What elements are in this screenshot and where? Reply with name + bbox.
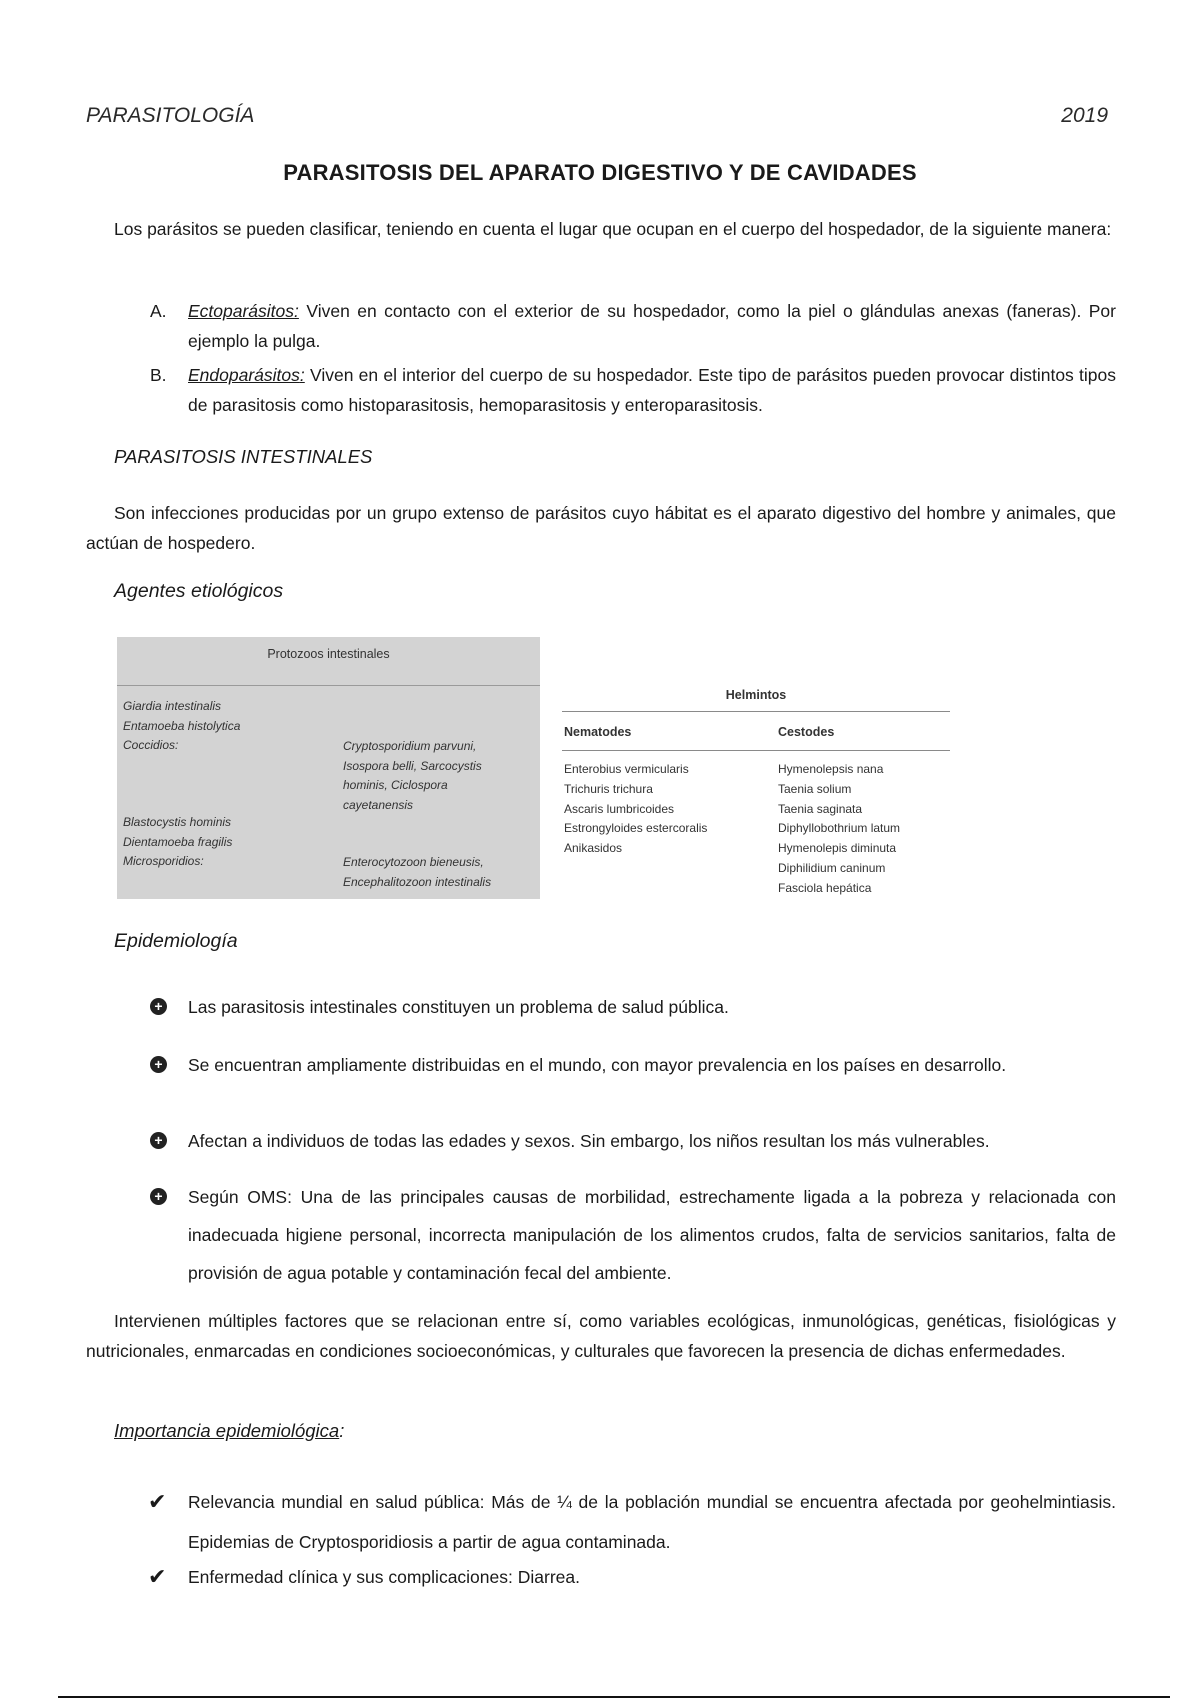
plus-circle-icon: + [150,1188,167,1205]
helminth-name: Taenia saginata [778,801,863,816]
intro-paragraph: Los parásitos se pueden clasificar, teniendo en cuenta el lugar que ocupan en el cuerpo del hospedador, de la siguiente manera: [114,219,1112,239]
protozoa-name: cayetanensis [343,797,414,812]
helminth-name: Fasciola hepática [778,880,872,895]
helminth-name: Hymenolepsis nana [778,762,884,776]
protozoa-left-bottom [123,813,232,872]
protozoa-name: Enterocytozoon bieneusis, [343,855,484,869]
protozoa-name: Coccidios: [123,738,179,752]
protozoa-name: Blastocystis hominis [123,815,232,829]
protozoa-name: hominis, Ciclospora [343,778,448,792]
list-marker: A. [150,301,167,321]
protozoa-right-top [343,737,533,815]
importance-heading-text: Importancia epidemiológica [114,1420,340,1441]
protozoa-right-bottom [343,853,533,892]
protozoa-name: Microsporidios: [123,854,204,868]
protozoa-name: Cryptosporidium parvuni, [343,739,477,753]
checkmark-icon: ✔ [148,1489,167,1514]
heading-colon: : [339,1420,345,1441]
section-heading-intestinales: PARASITOSIS INTESTINALES [114,446,373,467]
checkmark-icon: ✔ [148,1564,167,1589]
header-subject: PARASITOLOGÍA [86,104,255,127]
header-year: 2019 [1061,104,1108,127]
bullet-text: Según OMS: Una de las principales causas de morbilidad, estrechamente ligada a la pobreza y relacionada con inadecuada higiene personal, incorrecta manipulación de los alimentos crudos, falta de servicios sanitarios, falta de provisión de agua potable y contaminación fecal del ambiente. [188,1187,1116,1283]
protozoa-table [117,637,540,899]
helminth-name: Taenia solium [778,781,852,796]
protozoa-table-title: Protozoos intestinales [267,647,390,661]
term-ectoparasitos: Ectoparásitos [188,301,295,321]
classification-text: Viven en el interior del cuerpo de su hospedador. Este tipo de parásitos pueden provocar distintos tipos de parasitosis como histoparasitosis, hemoparasitosis y enteroparasitosis. [188,365,1116,415]
protozoa-name: Giardia intestinalis [123,699,222,713]
classification-item-a: A. Ectoparásitos: Viven en contacto con el exterior de su hospedador, como la piel o glándulas anexas (faneras). Por ejemplo la pulga. [150,296,1116,356]
protozoa-name: Entamoeba histolytica [123,718,241,733]
table-divider [562,750,950,751]
classification-text: Viven en contacto con el exterior de su hospedador, como la piel o glándulas anexas (faneras). Por ejemplo la pulga. [188,301,1116,351]
cestodes-list [778,760,900,899]
epidemiology-bullet [150,1178,1116,1292]
intestinal-paragraph: Son infecciones producidas por un grupo extenso de parásitos cuyo hábitat es el aparato digestivo del hombre y animales, que actúan de hospedero. [86,503,1116,553]
epidemiology-bullet [150,1044,1116,1086]
nematodes-list [564,760,707,859]
epidemiology-bullet [150,992,1116,1022]
nematodes-header: Nematodes [564,725,632,739]
table-divider [562,711,950,712]
protozoa-name: Dientamoeba fragilis [123,834,233,849]
importance-check-item [148,1562,1116,1592]
check-text: Relevancia mundial en salud pública: Más de ¼ de la población mundial se encuentra afectada por geohelmintiasis. Epidemias de Cryptosporidiosis a partir de agua contaminada. [188,1492,1116,1552]
bullet-text: Se encuentran ampliamente distribuidas en el mundo, con mayor prevalencia en los países en desarrollo. [188,1055,1007,1075]
helminth-name: Ascaris lumbricoides [564,801,675,816]
helminth-name: Hymenolepis diminuta [778,841,897,856]
cestodes-header: Cestodes [778,725,835,739]
plus-circle-icon: + [150,998,167,1015]
helminth-name: Anikasidos [564,841,623,856]
importance-check-item [148,1482,1116,1562]
classification-item-b: B. Endoparásitos: Viven en el interior del cuerpo de su hospedador. Este tipo de parásitos pueden provocar distintos tipos de parasitosis como histoparasitosis, hemoparasitosis y enteroparasitosis. [150,360,1116,420]
helminths-table-title: Helmintos [725,688,787,702]
epidemiology-bullet [150,1126,1116,1156]
document-title: PARASITOSIS DEL APARATO DIGESTIVO Y DE CAVIDADES [283,160,917,185]
bullet-text: Afectan a individuos de todas las edades y sexos. Sin embargo, los niños resultan los más vulnerables. [188,1131,990,1151]
helminth-name: Trichuris trichura [564,781,653,796]
protozoa-name: Isospora belli, Sarcocystis [343,758,482,773]
protozoa-name: Encephalitozoon intestinalis [343,874,492,889]
bullet-text: Las parasitosis intestinales constituyen un problema de salud pública. [188,997,729,1017]
section-heading-epidemiologia: Epidemiología [114,930,238,952]
factors-paragraph: Intervienen múltiples factores que se relacionan entre sí, como variables ecológicas, inmunológicas, genéticas, fisiológicas y nutricionales, enmarcadas en condiciones socioeconómicas, y culturales que favorecen la presencia de dichas enfermedades. [86,1311,1116,1361]
section-heading-agentes: Agentes etiológicos [114,580,284,602]
section-heading-importancia [114,1420,344,1442]
term-endoparasitos: Endoparásitos [188,365,300,385]
footer-rule [58,1696,1170,1698]
plus-circle-icon: + [150,1132,167,1149]
list-marker: B. [150,365,167,385]
helminths-table [562,680,950,910]
table-divider [117,685,540,686]
helminth-name: Diphilidium caninum [778,860,886,875]
helminth-name: Estrongyloides estercoralis [564,821,708,836]
helminth-name: Enterobius vermicularis [564,762,689,776]
helminth-name: Diphyllobothrium latum [778,821,901,836]
plus-circle-icon: + [150,1056,167,1073]
protozoa-left-top [123,697,240,756]
check-text: Enfermedad clínica y sus complicaciones: Diarrea. [188,1567,580,1587]
